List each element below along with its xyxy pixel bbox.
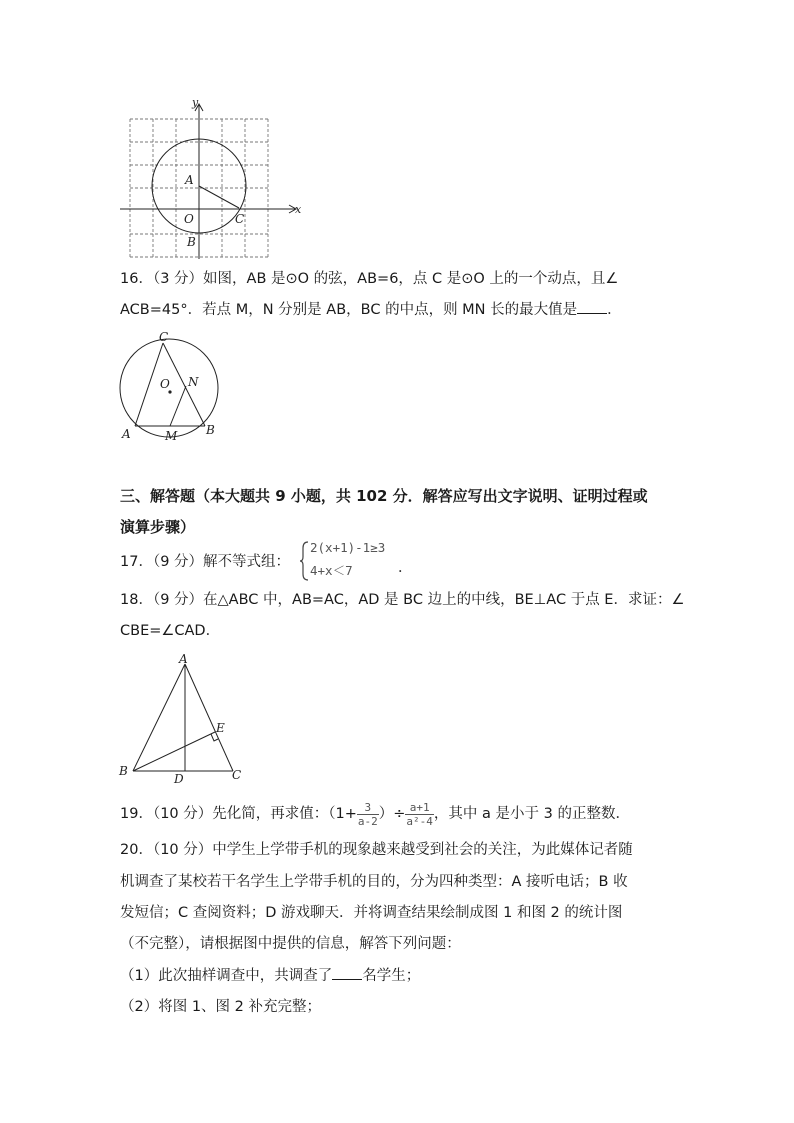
q17-end: ． — [398, 560, 413, 576]
q19-fraction-1-numerator: 3 — [357, 801, 379, 815]
q20-sub-2: （2）将图 1、图 2 补充完整； — [120, 999, 322, 1015]
q20-line-4: （不完整），请根据图中提供的信息，解答下列问题： — [120, 936, 461, 952]
q20-line-2: 机调查了某校若干名学生上学带手机的目的，分为四种类型：A 接听电话；B 收 — [120, 874, 628, 890]
fig15-label-c: C — [235, 212, 245, 226]
q19-fraction-2-numerator: a+1 — [405, 801, 434, 815]
q19-fraction-2-denominator: a²-4 — [406, 814, 433, 828]
q19-fraction-1 — [357, 801, 379, 828]
q17-row-1: 2(x+1)-1≥3 — [310, 540, 386, 555]
fig18-label-a: A — [179, 652, 188, 666]
fig16-label-b: B — [206, 423, 215, 437]
q19-prefix: 19．（10 分）先化简，再求值：（1+ — [120, 806, 357, 822]
q16-answer-blank — [577, 299, 607, 314]
q19-fraction-1-denominator: a-2 — [357, 814, 378, 828]
q16-end: ． — [607, 302, 622, 318]
q18-triangle-figure — [115, 650, 250, 785]
q18-line-2: CBE=∠CAD． — [120, 623, 221, 639]
fig16-label-m: M — [165, 429, 178, 443]
q19-middle: ）÷ — [378, 806, 406, 822]
section-3-heading-line-2: 演算步骤） — [120, 518, 196, 536]
q19-line — [120, 797, 630, 831]
q20-sub-1-end: 名学生； — [362, 968, 421, 984]
q20-line-3: 发短信；C 查阅资料；D 游戏聊天．并将调查结果绘制成图 1 和图 2 的统计图 — [120, 905, 623, 921]
q17-inequality-system — [300, 540, 413, 582]
q15-grid-figure — [115, 95, 305, 260]
q16-text: ACB=45°．若点 M，N 分别是 AB，BC 的中点，则 MN 长的最大值是 — [120, 302, 578, 318]
q20-sub-1-text: （1）此次抽样调查中，共调查了 — [120, 968, 333, 984]
fig15-label-b: B — [187, 235, 196, 249]
fig18-label-c: C — [232, 768, 242, 782]
section-3-heading-line-1: 三、解答题（本大题共 9 小题，共 102 分．解答应写出文字说明、证明过程或 — [120, 487, 648, 505]
fig16-label-n: N — [188, 375, 199, 389]
fig15-x-label: x — [295, 203, 302, 216]
q20-sub-1 — [120, 965, 420, 987]
fig15-y-label: y — [192, 96, 199, 109]
fig15-label-a: A — [185, 173, 194, 187]
fig15-label-o: O — [184, 212, 194, 226]
fig18-label-b: B — [119, 764, 128, 778]
q19-suffix: ，其中 a 是小于 3 的正整数． — [433, 806, 630, 822]
q20-line-1: 20．（10 分）中学生上学带手机的现象越来越受到社会的关注，为此媒体记者随 — [120, 842, 633, 858]
q16-circle-figure — [115, 330, 230, 445]
q18-line-1: 18．（9 分）在△ABC 中，AB=AC，AD 是 BC 边上的中线，BE⊥AC 于点 E．求证：∠ — [120, 592, 685, 608]
fig16-label-o: O — [160, 377, 170, 391]
fig18-label-e: E — [216, 721, 225, 735]
fig16-label-c: C — [159, 330, 169, 344]
q20-answer-blank — [332, 965, 362, 980]
q17-row-2: 4+x＜7 — [310, 563, 353, 578]
fig18-label-d: D — [174, 772, 184, 785]
fig16-label-a: A — [122, 427, 131, 441]
q17-text: 17．（9 分）解不等式组： — [120, 554, 291, 570]
q19-fraction-2 — [405, 801, 434, 828]
q16-line-2 — [120, 299, 622, 321]
left-brace-icon — [300, 540, 310, 582]
q16-line-1: 16．（3 分）如图，AB 是⊙O 的弦，AB=6，点 C 是⊙O 上的一个动点，且∠ — [120, 271, 619, 287]
